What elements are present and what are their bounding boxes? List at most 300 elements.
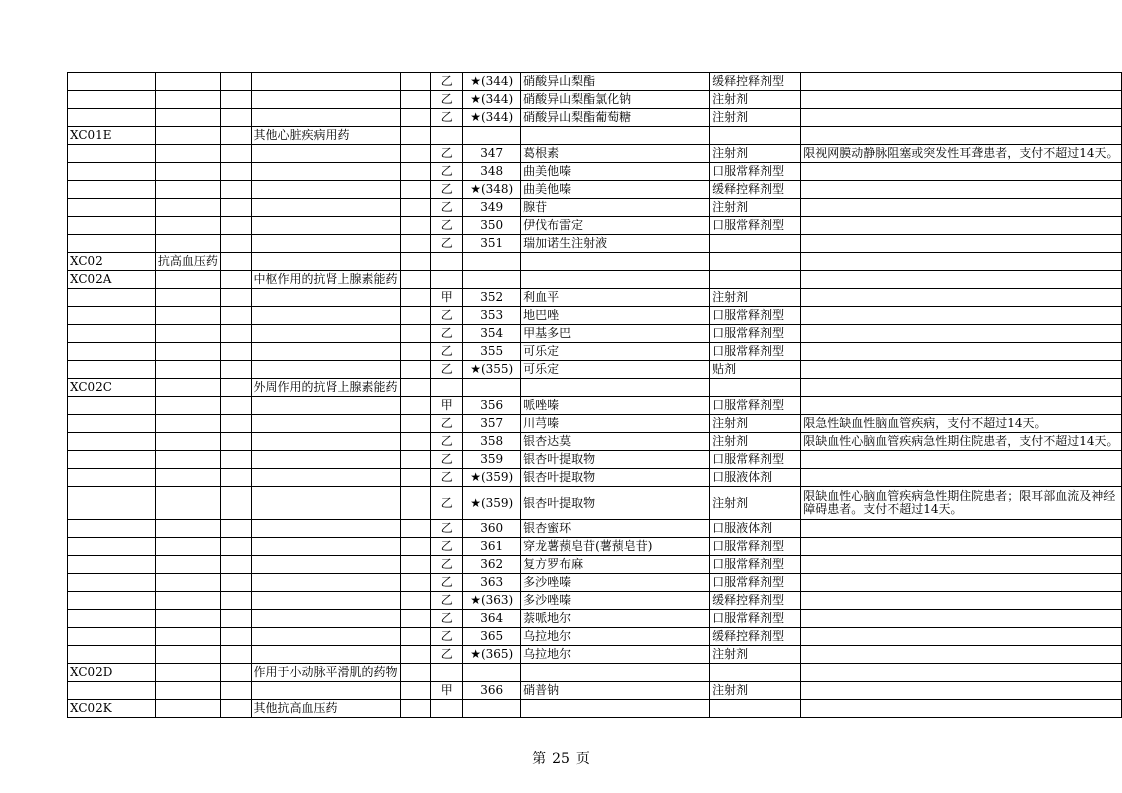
empty-cell — [400, 451, 431, 469]
table-row — [68, 91, 1122, 109]
empty-cell — [400, 538, 431, 556]
table-row — [68, 469, 1122, 487]
cell-note — [801, 379, 1122, 397]
empty-cell — [220, 307, 251, 325]
empty-cell — [400, 397, 431, 415]
empty-cell — [400, 682, 431, 700]
empty-cell — [220, 73, 251, 91]
cell-note — [801, 520, 1122, 538]
page-prefix: 第 — [532, 751, 547, 767]
table-row — [68, 682, 1122, 700]
table-row — [68, 415, 1122, 433]
empty-cell — [220, 664, 251, 682]
table-row — [68, 574, 1122, 592]
cell-num — [463, 271, 521, 289]
cell-cat: 乙 — [431, 451, 463, 469]
cell-cat: 乙 — [431, 199, 463, 217]
cell-form: 口服液体剂 — [710, 469, 801, 487]
table-row — [68, 199, 1122, 217]
empty-cell — [400, 307, 431, 325]
table-row — [68, 700, 1122, 718]
cell-name: 腺苷 — [521, 199, 710, 217]
empty-cell — [220, 556, 251, 574]
cell-l2 — [251, 217, 400, 235]
empty-cell — [220, 235, 251, 253]
table-row — [68, 556, 1122, 574]
cell-form: 注射剂 — [710, 487, 801, 520]
empty-cell — [400, 487, 431, 520]
cell-l2 — [251, 199, 400, 217]
cell-form: 口服常释剂型 — [710, 451, 801, 469]
cell-l1 — [155, 700, 220, 718]
page-number: 25 — [552, 751, 570, 767]
cell-note — [801, 163, 1122, 181]
empty-cell — [400, 271, 431, 289]
empty-cell — [220, 433, 251, 451]
cell-note — [801, 682, 1122, 700]
empty-cell — [400, 145, 431, 163]
table-row — [68, 361, 1122, 379]
cell-form: 注射剂 — [710, 91, 801, 109]
cell-form: 口服常释剂型 — [710, 574, 801, 592]
cell-form: 口服常释剂型 — [710, 325, 801, 343]
cell-form: 口服常释剂型 — [710, 217, 801, 235]
cell-l2 — [251, 520, 400, 538]
cell-cat: 乙 — [431, 469, 463, 487]
cell-cat: 甲 — [431, 289, 463, 307]
table-row — [68, 646, 1122, 664]
cell-num: 356 — [463, 397, 521, 415]
cell-note — [801, 235, 1122, 253]
empty-cell — [220, 397, 251, 415]
table-row — [68, 289, 1122, 307]
table-row — [68, 592, 1122, 610]
cell-l2 — [251, 415, 400, 433]
cell-num: ★(344) — [463, 73, 521, 91]
cell-code — [68, 682, 156, 700]
cell-num — [463, 127, 521, 145]
empty-cell — [220, 700, 251, 718]
cell-name — [521, 700, 710, 718]
cell-l1 — [155, 325, 220, 343]
cell-l1 — [155, 343, 220, 361]
cell-note — [801, 325, 1122, 343]
cell-note — [801, 592, 1122, 610]
cell-form: 缓释控释剂型 — [710, 181, 801, 199]
cell-l2 — [251, 646, 400, 664]
empty-cell — [400, 592, 431, 610]
cell-num — [463, 664, 521, 682]
empty-cell — [220, 451, 251, 469]
cell-code — [68, 235, 156, 253]
cell-num: 360 — [463, 520, 521, 538]
cell-num: 348 — [463, 163, 521, 181]
cell-code — [68, 217, 156, 235]
cell-l2 — [251, 73, 400, 91]
cell-name: 银杏叶提取物 — [521, 451, 710, 469]
cell-l1 — [155, 217, 220, 235]
empty-cell — [220, 538, 251, 556]
empty-cell — [220, 520, 251, 538]
cell-code — [68, 469, 156, 487]
cell-name: 乌拉地尔 — [521, 646, 710, 664]
cell-name — [521, 271, 710, 289]
cell-code — [68, 628, 156, 646]
cell-form: 注射剂 — [710, 109, 801, 127]
cell-cat: 乙 — [431, 538, 463, 556]
empty-cell — [220, 181, 251, 199]
cell-cat — [431, 664, 463, 682]
cell-l1 — [155, 664, 220, 682]
cell-cat: 乙 — [431, 487, 463, 520]
cell-form: 注射剂 — [710, 199, 801, 217]
empty-cell — [220, 127, 251, 145]
empty-cell — [220, 91, 251, 109]
cell-note — [801, 91, 1122, 109]
cell-num: ★(359) — [463, 469, 521, 487]
cell-code — [68, 199, 156, 217]
cell-note: 限急性缺血性脑血管疾病，支付不超过14天。 — [801, 415, 1122, 433]
empty-cell — [400, 556, 431, 574]
cell-form: 口服常释剂型 — [710, 163, 801, 181]
cell-l1 — [155, 628, 220, 646]
cell-code: XC02D — [68, 664, 156, 682]
cell-form — [710, 235, 801, 253]
empty-cell — [400, 91, 431, 109]
page-footer — [0, 748, 1122, 768]
empty-cell — [220, 682, 251, 700]
cell-name: 哌唑嗪 — [521, 397, 710, 415]
cell-l1 — [155, 145, 220, 163]
cell-note — [801, 610, 1122, 628]
cell-l1 — [155, 307, 220, 325]
cell-cat: 乙 — [431, 646, 463, 664]
table-row — [68, 271, 1122, 289]
cell-form: 口服常释剂型 — [710, 397, 801, 415]
cell-l1 — [155, 397, 220, 415]
cell-note — [801, 199, 1122, 217]
cell-cat: 乙 — [431, 163, 463, 181]
empty-cell — [400, 325, 431, 343]
table-row — [68, 127, 1122, 145]
table-row — [68, 181, 1122, 199]
cell-cat: 乙 — [431, 109, 463, 127]
cell-note — [801, 556, 1122, 574]
cell-num: 353 — [463, 307, 521, 325]
cell-num: 361 — [463, 538, 521, 556]
cell-form — [710, 664, 801, 682]
cell-l1 — [155, 682, 220, 700]
cell-l2: 外周作用的抗肾上腺素能药 — [251, 379, 400, 397]
empty-cell — [220, 379, 251, 397]
table-row — [68, 487, 1122, 520]
cell-name: 瑞加诺生注射液 — [521, 235, 710, 253]
cell-num — [463, 379, 521, 397]
cell-note — [801, 664, 1122, 682]
cell-name: 穿龙薯蓣皂苷(薯蓣皂苷) — [521, 538, 710, 556]
table-row — [68, 235, 1122, 253]
cell-num: 349 — [463, 199, 521, 217]
cell-form: 口服常释剂型 — [710, 343, 801, 361]
cell-cat — [431, 127, 463, 145]
cell-form: 注射剂 — [710, 433, 801, 451]
cell-l1 — [155, 592, 220, 610]
cell-cat — [431, 253, 463, 271]
cell-num: 351 — [463, 235, 521, 253]
empty-cell — [220, 487, 251, 520]
empty-cell — [220, 271, 251, 289]
cell-l1 — [155, 646, 220, 664]
cell-l2: 作用于小动脉平滑肌的药物 — [251, 664, 400, 682]
cell-l1 — [155, 289, 220, 307]
cell-note — [801, 307, 1122, 325]
cell-l1 — [155, 610, 220, 628]
cell-form — [710, 127, 801, 145]
table-row — [68, 610, 1122, 628]
table-row — [68, 307, 1122, 325]
cell-l1 — [155, 181, 220, 199]
empty-cell — [220, 217, 251, 235]
cell-num: 354 — [463, 325, 521, 343]
cell-cat: 乙 — [431, 415, 463, 433]
cell-l2 — [251, 682, 400, 700]
cell-code: XC02A — [68, 271, 156, 289]
cell-form: 口服常释剂型 — [710, 307, 801, 325]
cell-num: ★(355) — [463, 361, 521, 379]
empty-cell — [400, 469, 431, 487]
cell-note — [801, 109, 1122, 127]
cell-l1 — [155, 415, 220, 433]
drug-table — [67, 72, 1122, 718]
empty-cell — [220, 628, 251, 646]
cell-form: 口服常释剂型 — [710, 556, 801, 574]
cell-note — [801, 451, 1122, 469]
cell-num: ★(348) — [463, 181, 521, 199]
cell-l2 — [251, 253, 400, 271]
table-row — [68, 433, 1122, 451]
cell-num: 362 — [463, 556, 521, 574]
cell-code — [68, 289, 156, 307]
cell-form: 缓释控释剂型 — [710, 73, 801, 91]
cell-note — [801, 253, 1122, 271]
cell-name: 可乐定 — [521, 343, 710, 361]
cell-l2 — [251, 361, 400, 379]
cell-cat: 乙 — [431, 592, 463, 610]
cell-form: 注射剂 — [710, 682, 801, 700]
table-row — [68, 73, 1122, 91]
cell-cat: 乙 — [431, 217, 463, 235]
cell-form: 口服液体剂 — [710, 520, 801, 538]
empty-cell — [400, 127, 431, 145]
empty-cell — [400, 199, 431, 217]
empty-cell — [400, 361, 431, 379]
cell-code — [68, 163, 156, 181]
empty-cell — [220, 415, 251, 433]
cell-cat: 乙 — [431, 574, 463, 592]
cell-name: 硝普钠 — [521, 682, 710, 700]
cell-cat: 乙 — [431, 91, 463, 109]
cell-name: 硝酸异山梨酯氯化钠 — [521, 91, 710, 109]
cell-l2 — [251, 163, 400, 181]
page-suffix: 页 — [575, 751, 590, 767]
cell-name: 利血平 — [521, 289, 710, 307]
empty-cell — [400, 253, 431, 271]
cell-note — [801, 538, 1122, 556]
cell-code — [68, 361, 156, 379]
cell-note: 限缺血性心脑血管疾病急性期住院患者，支付不超过14天。 — [801, 433, 1122, 451]
cell-num: 364 — [463, 610, 521, 628]
cell-l2 — [251, 451, 400, 469]
cell-cat: 乙 — [431, 628, 463, 646]
cell-l2 — [251, 574, 400, 592]
empty-cell — [220, 592, 251, 610]
cell-l1 — [155, 574, 220, 592]
cell-l1 — [155, 556, 220, 574]
cell-num: 350 — [463, 217, 521, 235]
empty-cell — [220, 343, 251, 361]
cell-code: XC01E — [68, 127, 156, 145]
cell-name: 银杏蜜环 — [521, 520, 710, 538]
cell-note — [801, 397, 1122, 415]
cell-note — [801, 646, 1122, 664]
cell-cat: 乙 — [431, 325, 463, 343]
empty-cell — [400, 163, 431, 181]
cell-l1 — [155, 538, 220, 556]
table-row — [68, 145, 1122, 163]
cell-l2 — [251, 289, 400, 307]
cell-cat: 乙 — [431, 343, 463, 361]
cell-note — [801, 361, 1122, 379]
cell-cat: 乙 — [431, 235, 463, 253]
cell-l2 — [251, 469, 400, 487]
cell-num: 358 — [463, 433, 521, 451]
cell-code — [68, 325, 156, 343]
cell-name: 曲美他嗪 — [521, 163, 710, 181]
cell-form: 口服常释剂型 — [710, 538, 801, 556]
cell-code — [68, 574, 156, 592]
cell-name — [521, 379, 710, 397]
empty-cell — [400, 646, 431, 664]
cell-form — [710, 253, 801, 271]
cell-l2 — [251, 145, 400, 163]
cell-l2: 其他心脏疾病用药 — [251, 127, 400, 145]
cell-name — [521, 127, 710, 145]
cell-code — [68, 109, 156, 127]
empty-cell — [220, 289, 251, 307]
empty-cell — [220, 145, 251, 163]
cell-num: ★(363) — [463, 592, 521, 610]
cell-l1 — [155, 235, 220, 253]
cell-form — [710, 700, 801, 718]
cell-note — [801, 271, 1122, 289]
cell-cat: 乙 — [431, 433, 463, 451]
empty-cell — [400, 574, 431, 592]
cell-cat: 乙 — [431, 73, 463, 91]
cell-name: 曲美他嗪 — [521, 181, 710, 199]
table-row — [68, 664, 1122, 682]
empty-cell — [220, 646, 251, 664]
cell-l2 — [251, 433, 400, 451]
cell-note — [801, 73, 1122, 91]
cell-l2 — [251, 628, 400, 646]
empty-cell — [400, 415, 431, 433]
cell-name: 多沙唑嗪 — [521, 592, 710, 610]
cell-note — [801, 469, 1122, 487]
cell-note — [801, 289, 1122, 307]
cell-l1 — [155, 451, 220, 469]
table-row — [68, 217, 1122, 235]
empty-cell — [220, 574, 251, 592]
cell-l1 — [155, 199, 220, 217]
cell-cat: 乙 — [431, 520, 463, 538]
cell-num: 363 — [463, 574, 521, 592]
empty-cell — [400, 73, 431, 91]
cell-form: 注射剂 — [710, 415, 801, 433]
cell-l1 — [155, 520, 220, 538]
empty-cell — [220, 253, 251, 271]
empty-cell — [220, 361, 251, 379]
cell-note: 限缺血性心脑血管疾病急性期住院患者；限耳部血流及神经障碍患者。支付不超过14天。 — [801, 487, 1122, 520]
table-row — [68, 325, 1122, 343]
cell-name: 硝酸异山梨酯 — [521, 73, 710, 91]
cell-name: 地巴唑 — [521, 307, 710, 325]
cell-code — [68, 646, 156, 664]
empty-cell — [220, 325, 251, 343]
cell-l1 — [155, 73, 220, 91]
cell-name: 银杏达莫 — [521, 433, 710, 451]
cell-code: XC02K — [68, 700, 156, 718]
cell-note — [801, 628, 1122, 646]
table-row — [68, 397, 1122, 415]
cell-num: 366 — [463, 682, 521, 700]
cell-note — [801, 181, 1122, 199]
cell-name: 硝酸异山梨酯葡萄糖 — [521, 109, 710, 127]
cell-code — [68, 73, 156, 91]
cell-code — [68, 343, 156, 361]
cell-cat: 乙 — [431, 145, 463, 163]
cell-code — [68, 181, 156, 199]
cell-code — [68, 91, 156, 109]
cell-num: ★(359) — [463, 487, 521, 520]
cell-name: 川芎嗪 — [521, 415, 710, 433]
cell-l2 — [251, 397, 400, 415]
empty-cell — [400, 520, 431, 538]
cell-l1 — [155, 271, 220, 289]
empty-cell — [400, 181, 431, 199]
cell-l1 — [155, 127, 220, 145]
cell-code — [68, 451, 156, 469]
cell-form: 缓释控释剂型 — [710, 628, 801, 646]
cell-name: 复方罗布麻 — [521, 556, 710, 574]
cell-l1 — [155, 379, 220, 397]
cell-note — [801, 217, 1122, 235]
cell-l2: 其他抗高血压药 — [251, 700, 400, 718]
table-row — [68, 109, 1122, 127]
cell-code — [68, 397, 156, 415]
cell-note — [801, 574, 1122, 592]
cell-cat: 甲 — [431, 397, 463, 415]
cell-num — [463, 700, 521, 718]
empty-cell — [400, 433, 431, 451]
empty-cell — [220, 469, 251, 487]
cell-l2 — [251, 325, 400, 343]
cell-cat — [431, 379, 463, 397]
cell-l1 — [155, 433, 220, 451]
cell-name: 银杏叶提取物 — [521, 487, 710, 520]
cell-name: 可乐定 — [521, 361, 710, 379]
cell-l1 — [155, 487, 220, 520]
cell-num — [463, 253, 521, 271]
